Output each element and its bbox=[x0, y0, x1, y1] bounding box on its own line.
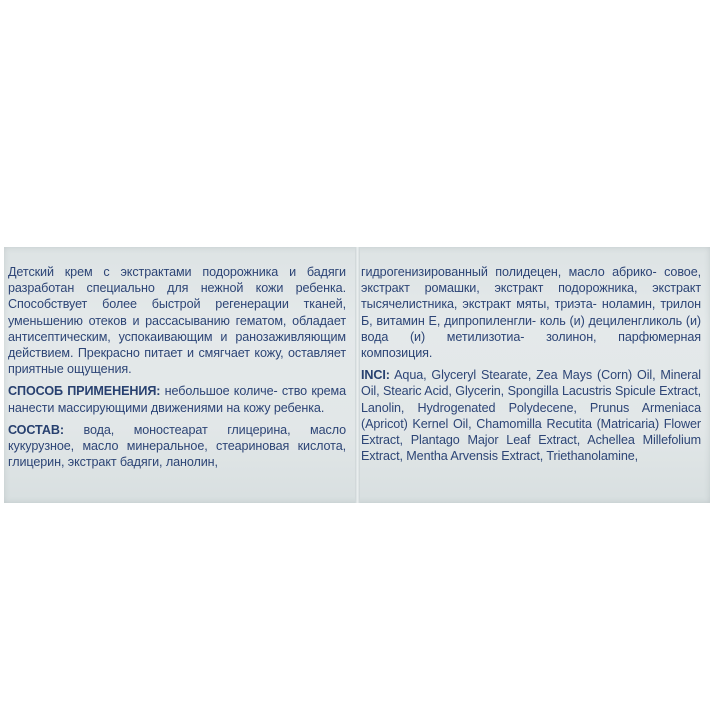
intro-paragraph bbox=[8, 264, 346, 377]
composition-cont-line: экстракт тысячелистника, экстракт мяты, триэта- bbox=[361, 281, 701, 312]
composition-line: кукурузное, масло минеральное, стеариновая bbox=[8, 439, 290, 454]
composition-cont-line: коль (и) дециленгликоль (и) вода (и) метилизотиа- bbox=[361, 313, 701, 344]
inci-line: Aqua, Glyceryl Stearate, Zea Mays (Corn) bbox=[394, 368, 633, 383]
inci-line: Oil, Mineral Oil, Stearic Acid, Glycerin, Spongilla bbox=[361, 368, 702, 399]
composition-continued-paragraph bbox=[361, 264, 701, 361]
inci-heading: INCI: bbox=[361, 368, 390, 383]
inci-line: Plantago Major Leaf Extract, Achellea Millefolium bbox=[410, 433, 701, 448]
composition-cont-line: золинон, парфюмерная композиция. bbox=[361, 329, 701, 361]
intro-line: обладает антисептическим, успокаивающим и bbox=[8, 313, 346, 344]
composition-line: кислота, глицерин, экстракт бадяги, ланолин, bbox=[8, 439, 347, 470]
intro-line: разработан специально для нежной кожи ребенка. bbox=[8, 281, 346, 296]
inci-line: Polydecene, Prunus Armeniaca (Apricot) Kernel Oil, bbox=[361, 400, 701, 431]
composition-cont-line: гидрогенизированный полидецен, масло абрико- bbox=[361, 265, 657, 279]
composition-heading: СОСТАВ: bbox=[8, 422, 64, 437]
composition-paragraph bbox=[8, 422, 346, 471]
inci-line: Lacustris Spicule Extract, Lanolin, Hydrogenated bbox=[361, 384, 701, 415]
column-divider bbox=[355, 247, 360, 503]
composition-cont-line: ноламин, трилон Б, витамин Е, дипропиленгли- bbox=[361, 297, 702, 328]
inci-line: Chamomilla Recutita (Matricaria) Flower Extract, bbox=[361, 416, 701, 448]
intro-line: смягчает кожу, оставляет приятные ощущения. bbox=[8, 346, 346, 377]
usage-paragraph bbox=[8, 383, 346, 415]
inci-line: Extract, Mentha Arvensis Extract, Triethanolamine, bbox=[361, 449, 639, 464]
product-label-strip bbox=[4, 247, 710, 503]
composition-line: вода, моностеарат глицерина, масло bbox=[83, 422, 346, 437]
intro-line: Способствует более быстрой регенерации тканей, bbox=[8, 297, 346, 312]
inci-paragraph bbox=[361, 367, 701, 464]
ingredients-column bbox=[361, 264, 701, 464]
intro-line: уменьшению отеков и рассасыванию гематом, bbox=[8, 313, 287, 328]
usage-heading: СПОСОБ ПРИМЕНЕНИЯ: bbox=[8, 384, 161, 399]
composition-cont-line: совое, экстракт ромашки, экстракт подорожника, bbox=[361, 265, 701, 296]
intro-line: Детский крем с экстрактами подорожника и бадяги bbox=[8, 265, 346, 279]
intro-line: ранозаживляющим действием. Прекрасно питает и bbox=[8, 329, 346, 361]
usage-line: ство крема нанести массирующими движениями bbox=[8, 384, 346, 415]
usage-line: на кожу ребенка. bbox=[226, 400, 325, 415]
usage-line: небольшое количе- bbox=[164, 384, 278, 399]
description-column bbox=[8, 264, 346, 470]
